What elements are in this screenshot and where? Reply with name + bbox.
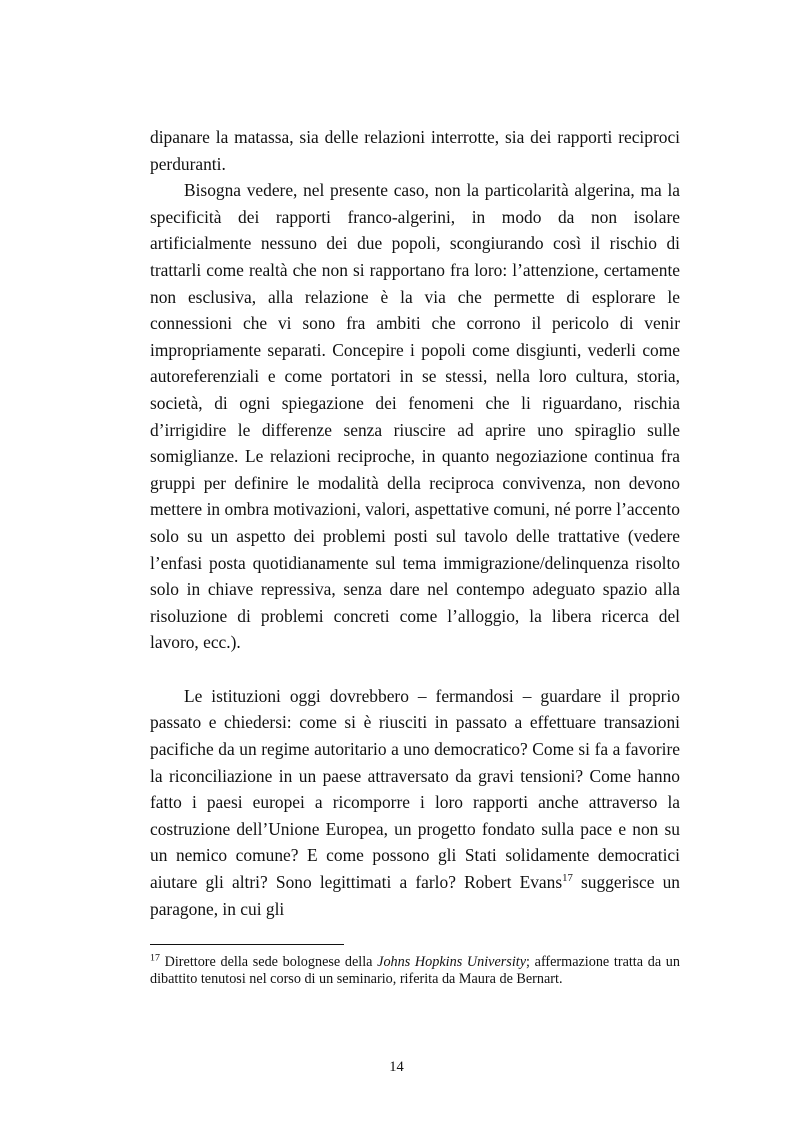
footnote-text-start: Direttore della sede bolognese della [159, 954, 378, 970]
paragraph-relations: Bisogna vedere, nel presente caso, non la particolarità algerina, ma la specificità dei rapporti franco-algerini, in modo da non isolare artificialmente nessuno dei due popoli, scongiurando così il rischio di trattarli come realtà che non si rapportano fra loro: l’attenzione, certamente non esclusiva, alla relazione è la via che permette di esplorare le connessioni che vi sono fra ambiti che corrono il pericolo di venir impropriamente separati. Concepire i popoli come disgiunti, vederli come autoreferenziali e come portatori in se stessi, nella loro cultura, storia, società, di ogni spiegazione dei fenomeni che li riguardano, rischia d’irrigidire le differenze senza riuscire ad aprire uno spiraglio sulle somiglianze. Le relazioni reciproche, in quanto negoziazione continua fra gruppi per definire le modalità della reciproca convivenza, non devono mettere in ombra motivazioni, valori, aspettative comuni, né porre l’accento solo su un aspetto dei problemi posti sul tavolo delle trattative (vedere l’enfasi posta quotidianamente sul tema immigrazione/delinquenza risolto solo in chiave repressiva, senza dare nel contempo adeguato spazio alla risoluzione di problemi concreti come l’alloggio, la libera ricerca del lavoro, ecc.). [150, 180, 680, 653]
footnote [150, 954, 680, 989]
paragraph-institutions-tail: suggerisce un paragone, in cui gli [150, 872, 680, 919]
paragraph-institutions-text: Le istituzioni oggi dovrebbero – fermandosi – guardare il proprio passato e chiedersi: come si è riusciti in passato a effettuare transazioni pacifiche da un regime autoritario a uno democratico? Come si fa a favorire la riconciliazione in un paese attraversato da gravi tensioni? Come hanno fatto i paesi europei a ricomporre i loro rapporti anche attraverso la costruzione dell’Unione Europea, un progetto fondato sulla pace e non su un nemico comune? E come possono gli Stati solidamente democratici aiutare gli altri? Sono legittimati a farlo? Robert Evans [150, 685, 680, 893]
footnote-text-end: ; affermazione tratta da un dibattito tenutosi nel corso di un seminario, riferita da Maura de Bernart. [150, 954, 680, 988]
footnote-number: 17 [150, 952, 160, 964]
page-number: 14 [389, 1059, 404, 1075]
paragraph-institutions [150, 683, 680, 922]
footnote-institution-name: Johns Hopkins University [377, 954, 527, 970]
paragraph-continued: dipanare la matassa, sia delle relazioni interrotte, sia dei rapporti reciproci perduranti. [150, 127, 680, 174]
footnote-reference[interactable]: 17 [562, 872, 573, 885]
main-text [150, 124, 680, 922]
footnote-divider [150, 944, 344, 945]
paragraph-gap [150, 656, 680, 683]
